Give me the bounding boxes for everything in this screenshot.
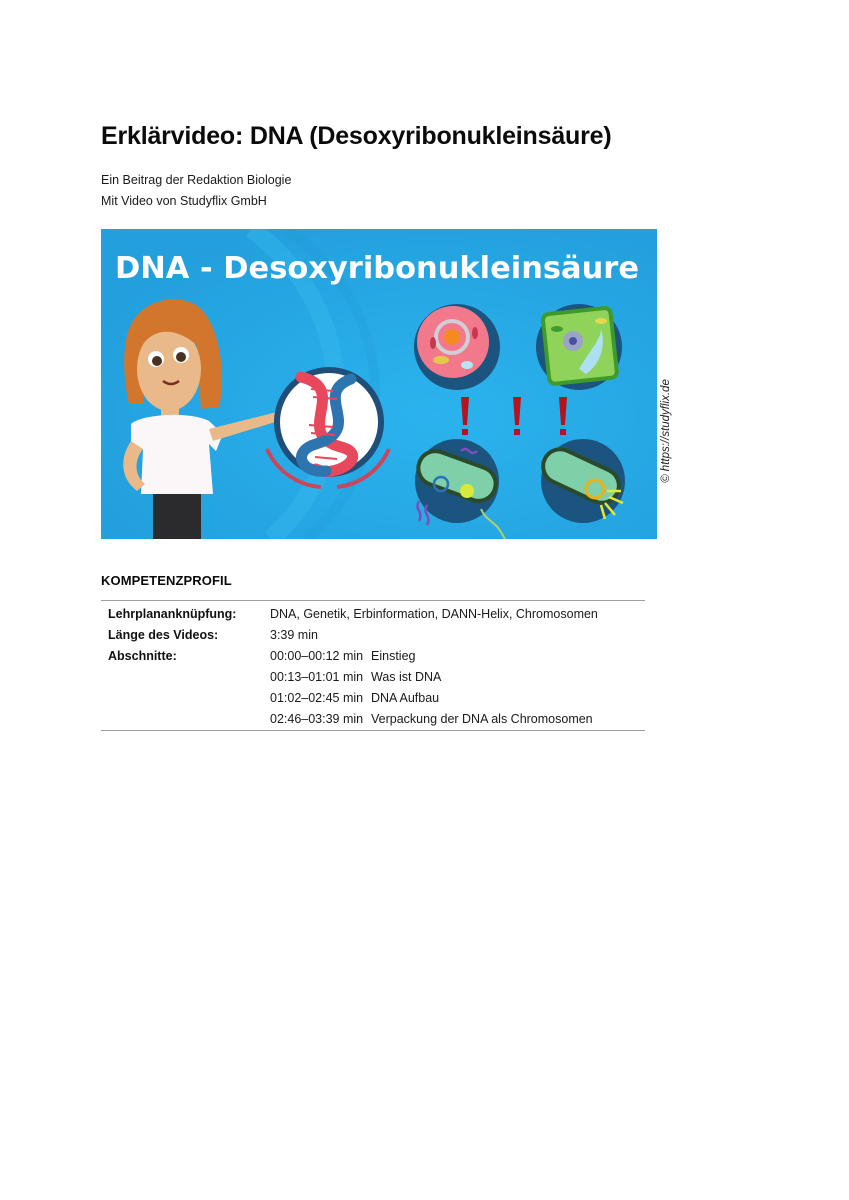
video-credit: Mit Video von Studyflix GmbH: [101, 194, 267, 208]
row-label: Länge des Videos:: [108, 628, 219, 642]
competence-profile-heading: KOMPETENZPROFIL: [101, 573, 232, 588]
row-label: Lehrplananknüpfung:: [108, 607, 237, 621]
row-label: Abschnitte:: [108, 649, 177, 663]
section-item: [270, 688, 645, 709]
section-time: 00:00–00:12 min: [270, 649, 364, 663]
page-title: Erklärvideo: DNA (Desoxyribonukleinsäure): [101, 122, 612, 150]
section-item: [270, 667, 645, 688]
section-time: 00:13–01:01 min: [270, 670, 364, 684]
thumbnail-headline: DNA - Desoxyribonukleinsäure: [115, 251, 639, 286]
section-title: DNA Aufbau: [371, 691, 440, 705]
row-value: DNA, Genetik, Erbinformation, DANN-Helix, Chromosomen: [270, 607, 598, 621]
table-row-curriculum: [101, 601, 645, 626]
table-row-sections-cont: [101, 688, 645, 709]
copyright-text: © https://studyflix.de: [660, 379, 672, 483]
table-row-sections-cont: [101, 709, 645, 731]
section-item: [270, 709, 645, 731]
video-thumbnail[interactable]: [101, 229, 657, 539]
animal-cell-illustration: [414, 304, 500, 390]
byline: Ein Beitrag der Redaktion Biologie: [101, 173, 292, 187]
section-title: Verpackung der DNA als Chromosomen: [371, 712, 593, 726]
image-copyright: [656, 376, 676, 486]
section-title: Einstieg: [371, 649, 416, 663]
table-row-sections: [101, 646, 645, 667]
competence-profile-table: [101, 600, 645, 731]
section-time: 01:02–02:45 min: [270, 691, 364, 705]
row-value: 3:39 min: [270, 628, 318, 642]
table-row-sections-cont: [101, 667, 645, 688]
section-item: [270, 646, 645, 667]
section-title: Was ist DNA: [371, 670, 442, 684]
section-time: 02:46–03:39 min: [270, 712, 364, 726]
table-row-video-length: [101, 625, 645, 646]
plant-cell-illustration: [536, 304, 622, 390]
document-meta: [101, 170, 291, 212]
